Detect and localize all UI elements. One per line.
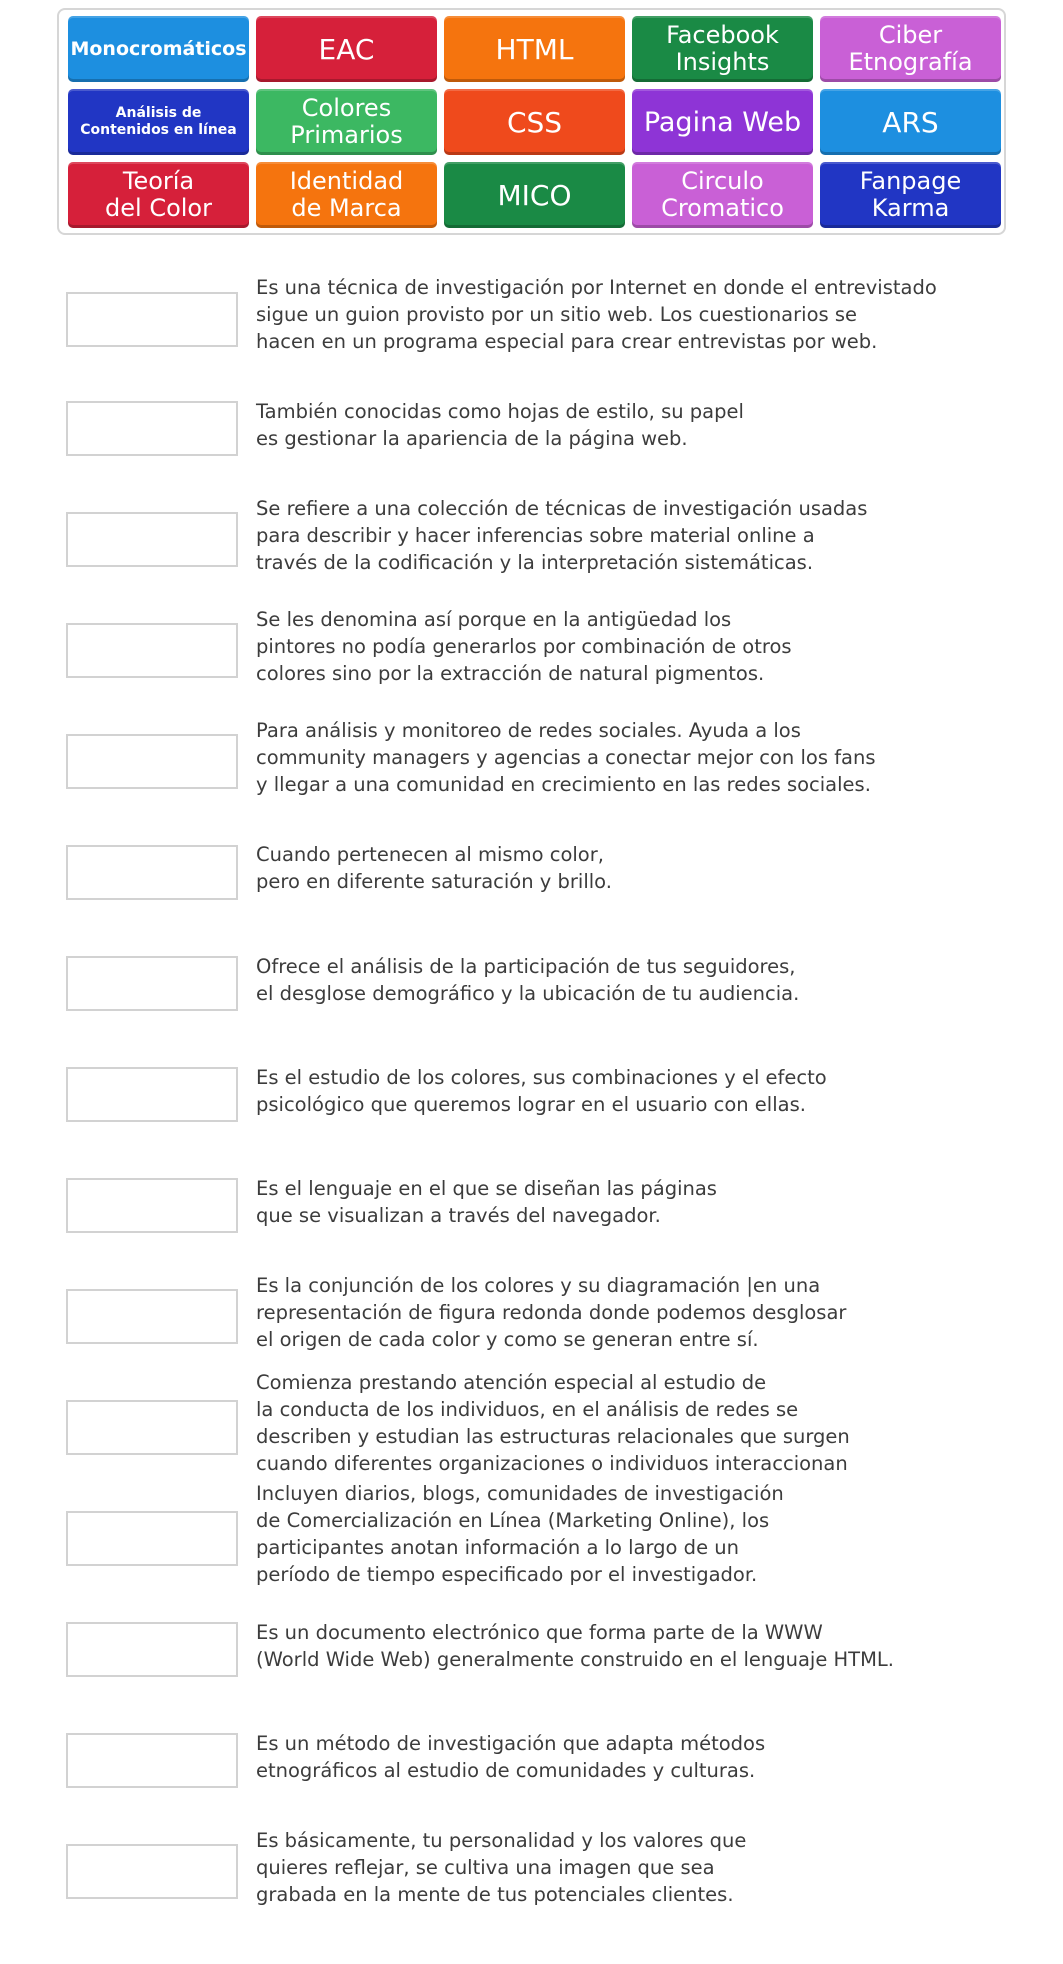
clue-text: Se les denomina así porque en la antigüedad los pintores no podía generarlos por combinación de otros colores sino por la extracción de natural pigmentos. [256,608,792,685]
clue-text: Es el estudio de los colores, sus combinaciones y el efecto psicológico que queremos lograr en el usuario con ellas. [256,1066,827,1116]
clue-text: Incluyen diarios, blogs, comunidades de investigación de Comercialización en Línea (Marketing Online), los participantes anotan información a lo largo de un período de tiempo especificado por el investigador. [256,1482,784,1586]
clue-text: También conocidas como hojas de estilo, su papel es gestionar la apariencia de la página web. [256,400,744,450]
answer-drop-box[interactable] [66,292,238,347]
answer-drop-box[interactable] [66,1622,238,1677]
answer-drop-box[interactable] [66,512,238,567]
clue-text: Comienza prestando atención especial al estudio de la conducta de los individuos, en el análisis de redes se describen y estudian las estructuras relacionales que surgen cuando diferentes organizaciones o individuos interaccionan [256,1371,850,1475]
tile-eac[interactable]: EAC [256,16,437,82]
clue-text: Es la conjunción de los colores y su diagramación |en una representación de figura redonda donde podemos desglosar el origen de cada color y como se generan entre sí. [256,1274,847,1351]
tile-css[interactable]: CSS [444,89,625,155]
clue-text: Cuando pertenecen al mismo color, pero en diferente saturación y brillo. [256,843,612,893]
clue-text: Es un método de investigación que adapta métodos etnográficos al estudio de comunidades y culturas. [256,1732,766,1782]
answer-drop-box[interactable] [66,1178,238,1233]
tile-ciber-etnografia[interactable]: Ciber Etnografía [820,16,1001,82]
clue-text: Para análisis y monitoreo de redes sociales. Ayuda a los community managers y agencias a conectar mejor con los fans y llegar a una comunidad en crecimiento en las redes sociales. [256,719,876,796]
tile-teoria-del-color[interactable]: Teoría del Color [68,162,249,228]
tile-html[interactable]: HTML [444,16,625,82]
tile-mico[interactable]: MICO [444,162,625,228]
answer-drop-box[interactable] [66,956,238,1011]
tile-facebook-insights[interactable]: Facebook Insights [632,16,813,82]
answer-drop-box[interactable] [66,845,238,900]
clue-text: Es el lenguaje en el que se diseñan las páginas que se visualizan a través del navegador. [256,1177,717,1227]
tile-analisis-de-contenidos[interactable]: Análisis de Contenidos en línea [68,89,249,155]
answer-drop-box[interactable] [66,1511,238,1566]
answer-drop-box[interactable] [66,1067,238,1122]
answer-drop-box[interactable] [66,1289,238,1344]
answer-tile-panel [57,8,1006,235]
tile-ars[interactable]: ARS [820,89,1001,155]
tile-identidad-de-marca[interactable]: Identidad de Marca [256,162,437,228]
answer-drop-box[interactable] [66,1844,238,1899]
answer-tile-grid [68,16,1001,228]
clue-text: Es básicamente, tu personalidad y los valores que quieres reflejar, se cultiva una imagen que sea grabada en la mente de tus potenciales clientes. [256,1829,747,1906]
answer-drop-box[interactable] [66,1733,238,1788]
tile-fanpage-karma[interactable]: Fanpage Karma [820,162,1001,228]
answer-drop-box[interactable] [66,734,238,789]
clue-text: Se refiere a una colección de técnicas de investigación usadas para describir y hacer inferencias sobre material online a través de la codificación y la interpretación sistemáticas. [256,497,868,574]
tile-colores-primarios[interactable]: Colores Primarios [256,89,437,155]
clue-text: Es un documento electrónico que forma parte de la WWW (World Wide Web) generalmente construido en el lenguaje HTML. [256,1621,894,1671]
tile-monocromaticos[interactable]: Monocromáticos [68,16,249,82]
tile-pagina-web[interactable]: Pagina Web [632,89,813,155]
clue-text: Es una técnica de investigación por Internet en donde el entrevistado sigue un guion provisto por un sitio web. Los cuestionarios se hacen en un programa especial para crear entrevistas por web. [256,276,937,353]
tile-circulo-cromatico[interactable]: Circulo Cromatico [632,162,813,228]
answer-drop-box[interactable] [66,1400,238,1455]
answer-drop-box[interactable] [66,623,238,678]
clue-text: Ofrece el análisis de la participación de tus seguidores, el desglose demográfico y la ubicación de tu audiencia. [256,955,800,1005]
answer-drop-box[interactable] [66,401,238,456]
